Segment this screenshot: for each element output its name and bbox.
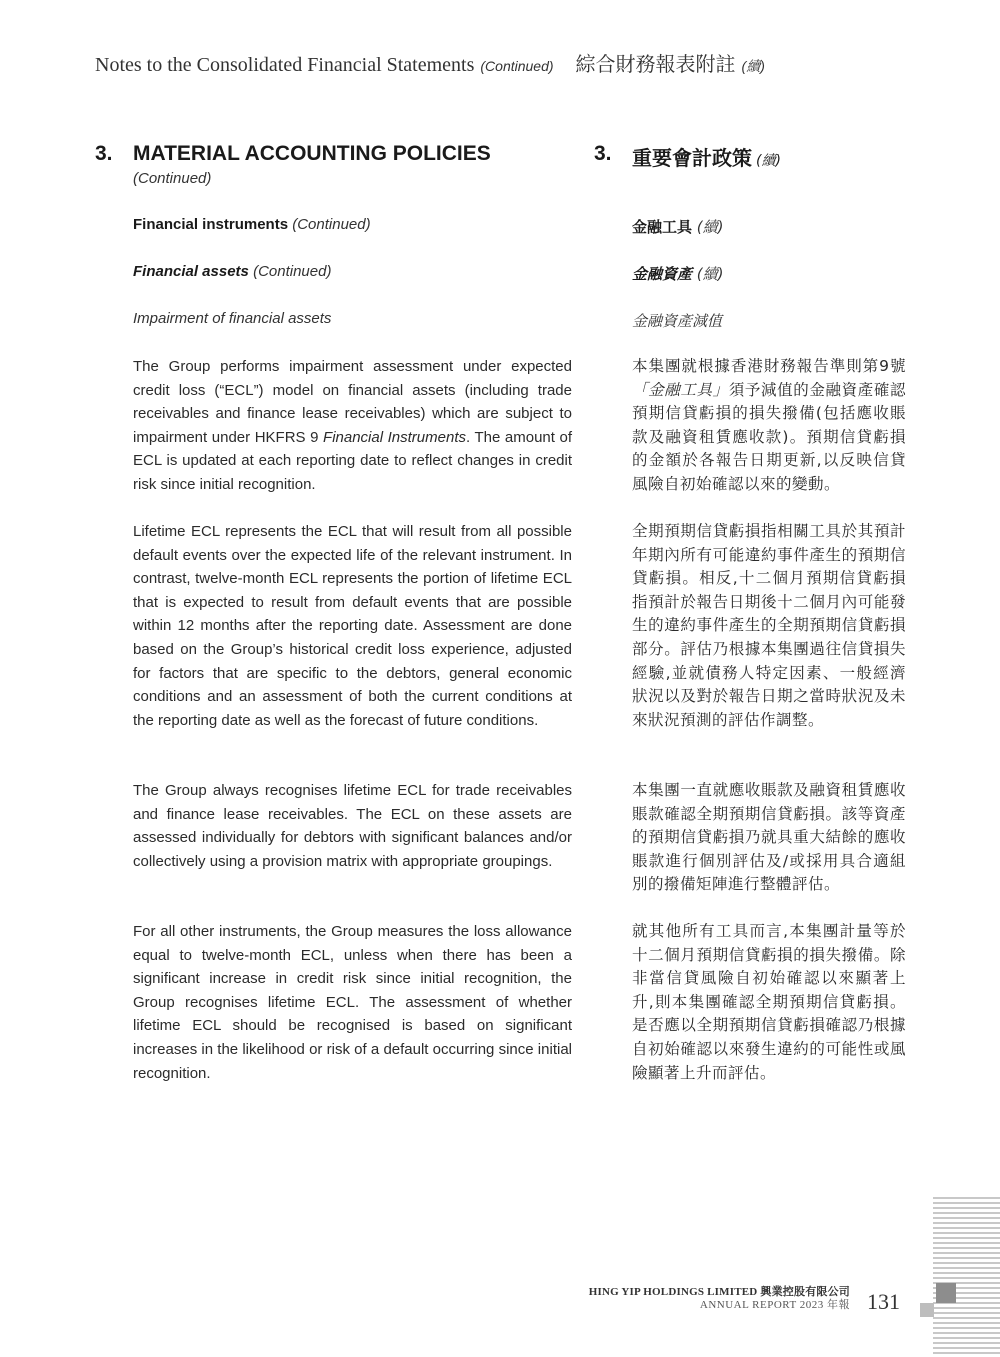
header-continued-en: (Continued) — [480, 58, 554, 74]
footer-report: ANNUAL REPORT 2023 年報 — [699, 1299, 850, 1311]
subheading-financial-instruments-en — [133, 216, 371, 233]
paragraph-en-1 — [133, 355, 572, 497]
subheading-financial-instruments-zh — [632, 216, 724, 237]
subheading-fi-zh-text: 金融工具 — [632, 218, 693, 236]
section-continued-zh: (續) — [756, 153, 781, 169]
paragraph-en-1-italic: Financial Instruments — [323, 428, 466, 446]
page-footer — [589, 1286, 850, 1312]
subheading-fa-en-text: Financial assets — [133, 263, 249, 280]
paragraph-zh-2: 全期預期信貸虧損指相關工具於其預計年期內所有可能違約事件產生的預期信貸虧損。相反,十二個月預期信貸虧損指預計於報告日期後十二個月內可能發生的違約事件產生的全期預期信貸虧損部分。評估乃根據本集團過往信貸損失經驗,並就債務人特定因素、一般經濟狀況以及對於報告日期之當時狀況及未來狀況預測的評估作調整。 — [632, 522, 906, 729]
subheading-fi-en-text: Financial instruments — [133, 216, 289, 233]
paragraph-en-1-text-a: The Group performs impairment assessment under expected credit loss (“ECL”) model on financial assets (including trade receivables and finance lease receivables) which are subject to impairment under HKFRS 9 — [133, 358, 572, 446]
subheading-fi-zh-continued: (續) — [696, 218, 724, 236]
subheading-fa-en-continued: (Continued) — [253, 263, 332, 280]
decorative-square-dark — [936, 1283, 956, 1303]
paragraph-en-2: Lifetime ECL represents the ECL that will result from all possible default events over the expected life of the relevant instrument. In contrast, twelve-month ECL represents the portion of lifetime ECL that is expected to result from default events that are possible within 12 months after the reporting date. Assessment are done based on the Group’s historical credit loss experience, adjusted for factors that are specific to the debtors, general economic conditions and an assessment of both the current conditions at the reporting date as well as the forecast of future conditions. — [133, 523, 572, 729]
section-number-en: 3. — [95, 142, 113, 165]
paragraph-zh-4: 就其他所有工具而言,本集團計量等於十二個月預期信貸虧損的損失撥備。除非當信貸風險自初始確認以來顯著上升,則本集團確認全期預期信貸虧損。是否應以全期預期信貸虧損確認乃根據自初始確認以來發生違約的可能性或風險顯著上升而評估。 — [632, 922, 906, 1082]
paragraph-zh-1-text-a: 本集團就根據香港財務報告準則第9號 — [632, 357, 906, 375]
subheading-impairment-en: Impairment of financial assets — [133, 310, 332, 327]
section-title-zh-text: 重要會計政策 — [632, 146, 752, 170]
paragraph-en-3: The Group always recognises lifetime ECL for trade receivables and finance lease receivables. The ECL on these assets are assessed individually for debtors with significant balances and/or collectively using a provision matrix with appropriate groupings. — [133, 782, 572, 870]
paragraph-en-4: For all other instruments, the Group measures the loss allowance equal to twelve-month ECL, unless when there has been a significant increase in credit risk since initial recognition, the Group recognises lifetime ECL. The assessment of whether lifetime ECL should be recognised is based on significant increases in the likelihood or risk of a default occurring since initial recognition. — [133, 923, 572, 1082]
section-title-zh — [632, 142, 781, 171]
paragraph-zh-3: 本集團一直就應收賬款及融資租賃應收賬款確認全期預期信貸虧損。該等資產的預期信貸虧損乃就具重大結餘的應收賬款進行個別評估及/或採用具合適組別的撥備矩陣進行整體評估。 — [632, 781, 906, 894]
header-title-zh: 綜合財務報表附註 — [575, 52, 736, 76]
header-continued-zh: (續) — [741, 58, 765, 74]
subheading-fa-zh-continued: (續) — [696, 265, 724, 283]
subheading-fi-en-continued: (Continued) — [292, 216, 371, 233]
header-title-en: Notes to the Consolidated Financial Statements — [95, 54, 475, 76]
paragraph-zh-1-italic: 「金融工具」 — [632, 380, 729, 399]
section-number-zh: 3. — [594, 142, 612, 165]
decorative-stripes — [933, 1197, 1000, 1357]
section-title-en: MATERIAL ACCOUNTING POLICIES — [133, 142, 491, 165]
subheading-financial-assets-zh — [632, 263, 724, 284]
running-header — [95, 48, 765, 76]
subheading-financial-assets-en — [133, 263, 331, 280]
decorative-square-light — [920, 1303, 934, 1317]
footer-company: HING YIP HOLDINGS LIMITED 興業控股有限公司 — [588, 1286, 850, 1298]
subheading-impairment-zh: 金融資產減值 — [632, 312, 723, 330]
page-number: 131 — [867, 1289, 900, 1314]
subheading-fa-zh-text: 金融資產 — [632, 265, 693, 283]
paragraph-zh-1 — [632, 355, 906, 497]
paragraph-en-1-text-c: . The amount of ECL is updated at each reporting date to reflect changes in credit risk since initial recognition. — [133, 428, 573, 493]
section-continued-en: (Continued) — [133, 170, 212, 187]
paragraph-zh-1-text-c: 須予減值的金融資產確認預期信貸虧損的損失撥備(包括應收賬款及融資租賃應收款)。預期信貸虧損的金額於各報告日期更新,以反映信貸風險自初始確認以來的變動。 — [632, 380, 906, 493]
